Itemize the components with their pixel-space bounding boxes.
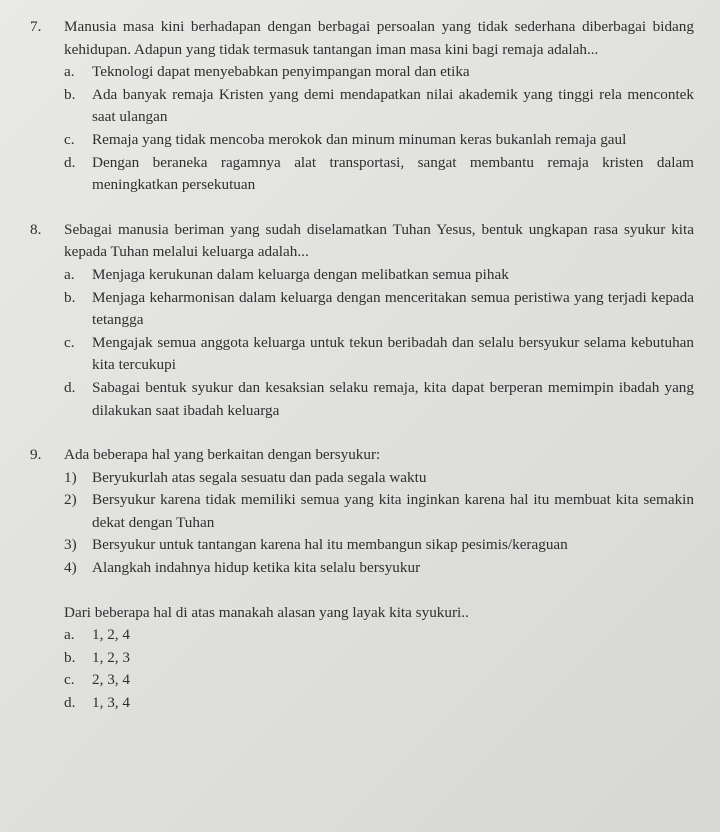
- option-letter: b.: [64, 648, 76, 666]
- option-letter: c.: [64, 130, 75, 148]
- option-letter: d.: [64, 694, 76, 712]
- statement-text: Alangkah indahnya hidup ketika kita selalu bersyukur: [92, 559, 421, 577]
- spacer: [30, 580, 694, 602]
- option-b: [64, 287, 694, 332]
- option-d: [64, 152, 694, 197]
- option-text: 1, 2, 3: [92, 648, 130, 666]
- question-number: 7.: [30, 18, 42, 35]
- option-d: [64, 377, 694, 422]
- option-letter: c.: [64, 333, 75, 351]
- option-c: [64, 332, 694, 377]
- statement-number: 3): [64, 536, 77, 554]
- question-9-prompt-block: [30, 602, 694, 715]
- question-stem: Sebagai manusia beriman yang sudah diselamatkan Tuhan Yesus, bentuk ungkapan rasa syukur kita kepada Tuhan melalui keluarga adalah...: [64, 220, 694, 261]
- option-text: Menjaga kerukunan dalam keluarga dengan melibatkan semua pihak: [92, 265, 509, 283]
- option-a: [64, 264, 694, 287]
- option-c: [64, 129, 694, 152]
- statement-number: 2): [64, 491, 77, 509]
- question-9: [30, 444, 694, 580]
- option-list: [64, 264, 694, 422]
- option-letter: a.: [64, 265, 75, 283]
- statement-1: [64, 467, 694, 490]
- question-number: 8.: [30, 220, 42, 238]
- option-a: [64, 61, 694, 84]
- option-text: 1, 2, 4: [92, 626, 130, 644]
- option-text: Remaja yang tidak mencoba merokok dan minum minuman keras bukanlah remaja gaul: [92, 130, 627, 148]
- option-b: [64, 647, 694, 670]
- statement-2: [64, 489, 694, 534]
- option-letter: b.: [64, 85, 76, 103]
- statement-text: Bersyukur untuk tantangan karena hal itu membangun sikap pesimis/keraguan: [92, 536, 568, 554]
- question-stem: Ada beberapa hal yang berkaitan dengan bersyukur:: [64, 446, 381, 464]
- question-7: [30, 16, 694, 197]
- option-letter: c.: [64, 671, 75, 689]
- statement-text: Bersyukur karena tidak memiliki semua yang kita inginkan karena hal itu membuat kita semakin dekat dengan Tuhan: [92, 491, 694, 531]
- option-text: 1, 3, 4: [92, 694, 130, 712]
- option-b: [64, 84, 694, 129]
- question-8: [30, 219, 694, 422]
- option-text: Dengan beraneka ragamnya alat transportasi, sangat membantu remaja kristen dalam meningkatkan persekutuan: [92, 153, 694, 194]
- option-letter: b.: [64, 288, 76, 306]
- option-letter: d.: [64, 153, 76, 171]
- option-text: Mengajak semua anggota keluarga untuk tekun beribadah dan selalu bersyukur selama kebutuhan kita tercukupi: [92, 333, 694, 374]
- option-letter: d.: [64, 378, 76, 396]
- option-c: [64, 669, 694, 692]
- statement-4: [64, 557, 694, 580]
- option-list: [64, 624, 694, 714]
- option-list: [64, 61, 694, 197]
- option-letter: a.: [64, 626, 75, 644]
- statement-text: Beryukurlah atas segala sesuatu dan pada segala waktu: [92, 468, 427, 486]
- option-a: [64, 624, 694, 647]
- question-stem: Manusia masa kini berhadapan dengan berbagai persoalan yang tidak sederhana diberbagai bidang kehidupan. Adapun yang tidak termasuk tantangan iman masa kini bagi remaja adalah...: [64, 18, 694, 58]
- option-letter: a.: [64, 63, 75, 81]
- option-d: [64, 692, 694, 715]
- spacer: [30, 422, 694, 444]
- option-text: Teknologi dapat menyebabkan penyimpangan moral dan etika: [92, 63, 470, 81]
- question-prompt: Dari beberapa hal di atas manakah alasan yang layak kita syukuri..: [64, 603, 469, 621]
- statement-number: 4): [64, 559, 77, 577]
- option-text: Sabagai bentuk syukur dan kesaksian selaku remaja, kita dapat berperan memimpin ibadah yang dilakukan saat ibadah keluarga: [92, 378, 694, 419]
- statement-list: [64, 467, 694, 580]
- statement-3: [64, 534, 694, 557]
- question-number: 9.: [30, 446, 42, 464]
- option-text: Ada banyak remaja Kristen yang demi mendapatkan nilai akademik yang tinggi rela mencontek saat ulangan: [92, 85, 694, 126]
- statement-number: 1): [64, 468, 77, 486]
- spacer: [30, 197, 694, 219]
- option-text: Menjaga keharmonisan dalam keluarga dengan menceritakan semua peristiwa yang terjadi kepada tetangga: [92, 288, 694, 329]
- option-text: 2, 3, 4: [92, 671, 130, 689]
